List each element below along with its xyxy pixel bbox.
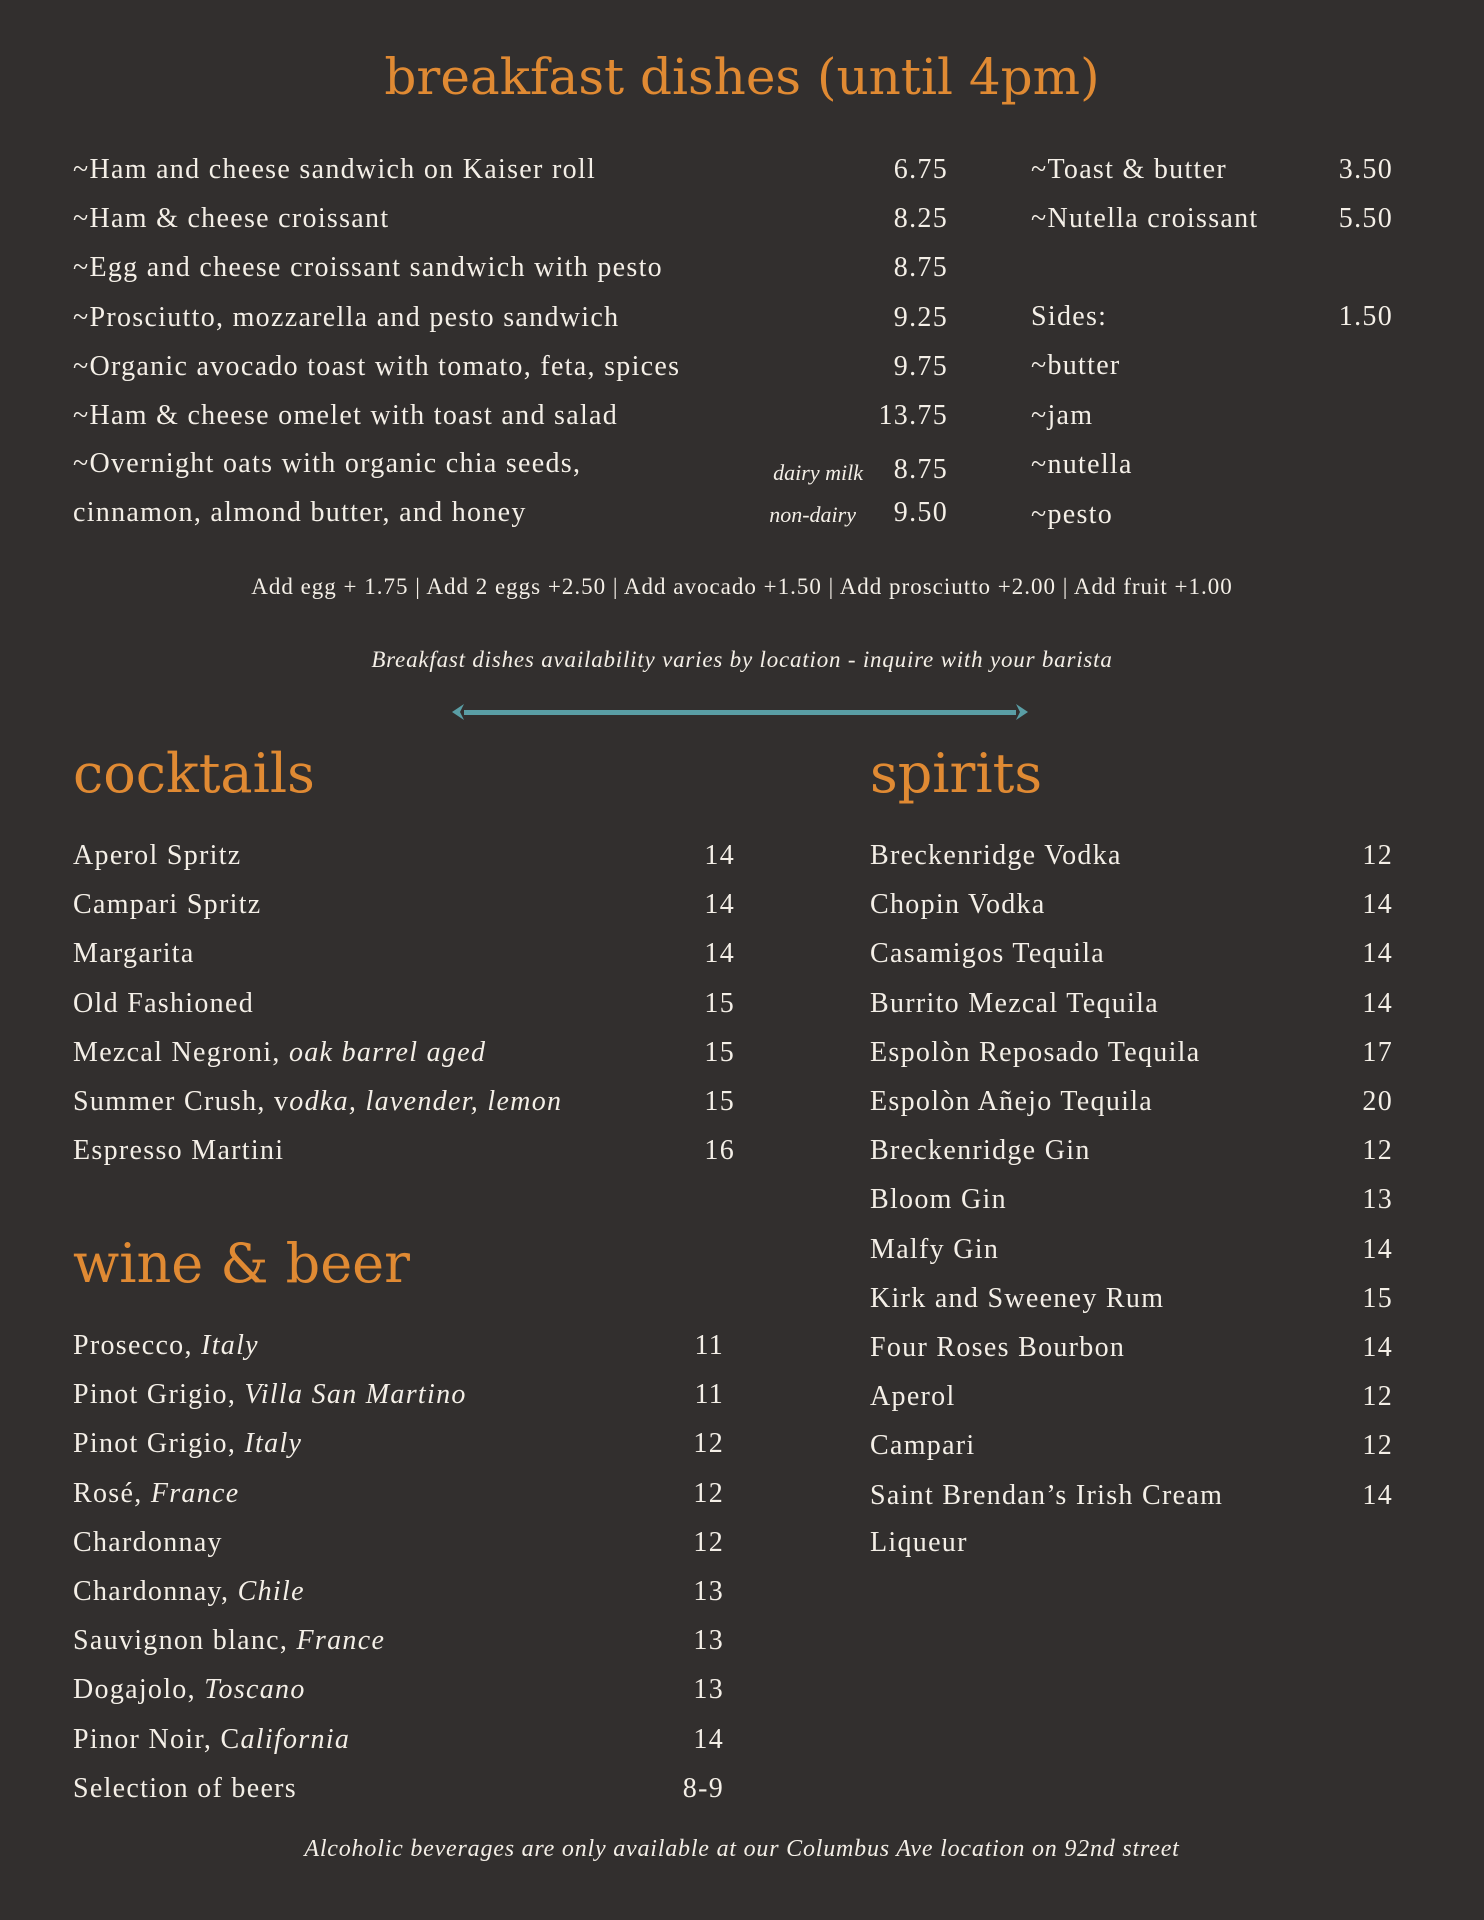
spirit-item (870, 1381, 1393, 1425)
footer-note: Alcoholic beverages are only available at our Columbus Ave location on 92nd street (304, 1836, 1180, 1862)
item-name-text: ~Ham and cheese sandwich on Kaiser roll (73, 154, 597, 185)
wine-item (73, 1674, 724, 1718)
item-price: 12 (1362, 1430, 1393, 1462)
wine-item (73, 1724, 724, 1768)
cocktail-item (73, 988, 735, 1032)
oats-description: cinnamon, almond butter, and honey (73, 497, 527, 528)
item-name (73, 938, 195, 970)
wine-item (73, 1773, 724, 1817)
item-price: 9.75 (893, 350, 948, 382)
item-name-text: ~Nutella croissant (1031, 203, 1259, 235)
item-price: 13 (693, 1576, 724, 1607)
item-name (73, 1086, 562, 1118)
item-name-text: Old Fashioned (73, 987, 255, 1019)
item-name-text: Chopin Vodka (870, 889, 1046, 921)
item-description: alifornia (240, 1723, 351, 1755)
item-price: 8.75 (893, 252, 948, 284)
item-price: 15 (704, 1086, 735, 1117)
wine-beer-title: wine & beer (73, 1232, 410, 1295)
item-price: 3.50 (1338, 154, 1393, 185)
item-name-text: Campari Spritz (73, 889, 262, 921)
item-description: France (296, 1625, 386, 1657)
side-option-name: ~butter (1031, 350, 1121, 381)
wine-item (73, 1330, 724, 1374)
item-name-text: ~Egg and cheese croissant sandwich with pesto (73, 252, 663, 284)
item-price: 15 (1362, 1282, 1393, 1314)
item-name-text: ~Ham & cheese omelet with toast and salad (73, 400, 619, 431)
item-name (73, 1330, 259, 1362)
item-price: 11 (694, 1330, 724, 1361)
item-name (870, 1234, 999, 1266)
side-option-name: ~pesto (1031, 498, 1114, 530)
oats-line-1 (73, 448, 653, 492)
cocktail-item (73, 1086, 735, 1130)
item-price: 17 (1362, 1036, 1393, 1068)
wine-item (73, 1428, 724, 1472)
spirit-item (870, 1135, 1393, 1179)
wine-item (73, 1478, 724, 1522)
cocktail-item (73, 1135, 735, 1179)
item-name-text: Kirk and Sweeney Rum (870, 1282, 1165, 1314)
item-name-text: Mezcal Negroni, (73, 1036, 289, 1068)
item-price: 12 (1362, 1135, 1393, 1167)
item-description: Villa San Martino (244, 1379, 467, 1411)
item-name-text: Espolòn Añejo Tequila (870, 1086, 1154, 1117)
breakfast-title: breakfast dishes (until 4pm) (384, 48, 1100, 106)
item-name-text: Espresso Martini (73, 1135, 285, 1167)
item-name (73, 1135, 284, 1167)
item-name-text: Saint Brendan’s Irish Cream (870, 1479, 1224, 1511)
item-name-text: Pinot Grigio, (73, 1379, 245, 1411)
item-name-text: Malfy Gin (870, 1233, 1000, 1265)
item-name (870, 840, 1122, 872)
item-name-text: Aperol Spritz (73, 840, 242, 871)
item-name-text: Casamigos Tequila (870, 938, 1106, 970)
item-name (870, 1381, 956, 1413)
item-name (73, 1428, 302, 1460)
item-price: 12 (1362, 840, 1393, 871)
breakfast-item (73, 302, 948, 346)
oats-option-nondairy-label: non-dairy (769, 502, 856, 527)
addons-line: Add egg + 1.75 | Add 2 eggs +2.50 | Add avocado +1.50 | Add prosciutto +2.00 | Add fruit +1.00 (251, 574, 1233, 599)
item-name-text: ~Ham & cheese croissant (73, 203, 390, 235)
breakfast-item (73, 252, 948, 296)
item-name (73, 988, 254, 1020)
oats-price-dairy (870, 454, 948, 498)
item-price: 14 (1362, 987, 1393, 1019)
spirit-item (870, 1332, 1393, 1376)
item-name-text: Rosé, (73, 1477, 151, 1509)
item-name-text: ~Organic avocado toast with tomato, feta, spices (73, 350, 681, 382)
item-name-text: ~Toast & butter (1031, 154, 1227, 185)
item-name (73, 154, 596, 186)
item-price: 11 (694, 1379, 724, 1411)
item-name-text: Burrito Mezcal Tequila (870, 987, 1159, 1019)
item-name-text: Pinor Noir, C (73, 1723, 241, 1755)
cocktail-item (73, 1037, 735, 1081)
item-price: 8-9 (682, 1772, 724, 1804)
item-price: 13 (693, 1625, 724, 1657)
item-price: 12 (693, 1428, 724, 1460)
item-name (1031, 203, 1259, 235)
item-name (73, 400, 618, 432)
oats-price-nondairy-value: 9.50 (893, 497, 948, 528)
item-name (73, 203, 389, 235)
item-price: 15 (704, 987, 735, 1019)
item-name (73, 1724, 350, 1756)
item-name-text: Selection of beers (73, 1772, 297, 1804)
oats-option-dairy-label: dairy milk (773, 460, 863, 485)
spirit-item (870, 1037, 1393, 1081)
item-name (870, 1283, 1164, 1315)
item-price: 20 (1362, 1086, 1393, 1117)
item-name (870, 1332, 1125, 1364)
oats-price-dairy-value: 8.75 (893, 454, 948, 485)
item-price: 15 (704, 1036, 735, 1068)
item-price: 14 (1362, 1479, 1393, 1511)
item-price: 13 (693, 1674, 724, 1706)
item-name (73, 252, 663, 284)
sides-price: 1.50 (1338, 301, 1393, 332)
spirits-wrap-line (870, 1527, 1393, 1571)
wine-item (73, 1625, 724, 1669)
item-price: 12 (1362, 1381, 1393, 1413)
item-description: Chile (237, 1576, 305, 1607)
item-price: 14 (693, 1723, 724, 1755)
breakfast-item (73, 351, 948, 395)
item-description: oak barrel aged (288, 1036, 487, 1068)
spirit-item (870, 1086, 1393, 1130)
item-price: 16 (704, 1135, 735, 1167)
item-price: 12 (693, 1526, 724, 1558)
item-price: 12 (693, 1477, 724, 1509)
spirit-item (870, 1184, 1393, 1228)
item-name-text: Prosecco, (73, 1330, 202, 1361)
item-name (73, 1576, 305, 1608)
item-name-text: Sauvignon blanc, (73, 1625, 297, 1657)
breakfast-side-item (1031, 203, 1393, 247)
item-price: 14 (704, 938, 735, 970)
item-price: 6.75 (893, 154, 948, 185)
spirits-title: spirits (870, 742, 1043, 805)
item-name (73, 302, 619, 334)
item-name-text: Aperol (870, 1381, 956, 1413)
spirit-item (870, 1283, 1393, 1327)
side-option (1031, 449, 1393, 493)
availability-note: Breakfast dishes availability varies by location - inquire with your barista (371, 647, 1113, 672)
item-name (870, 1037, 1200, 1069)
item-name (870, 889, 1046, 921)
item-name-text: Chardonnay (73, 1526, 223, 1558)
cocktail-item (73, 938, 735, 982)
item-name-text: Bloom Gin (870, 1184, 1007, 1216)
item-name-text: Espolòn Reposado Tequila (870, 1036, 1201, 1068)
spirit-item (870, 1430, 1393, 1474)
wine-item (73, 1527, 724, 1571)
spirit-item (870, 1480, 1393, 1524)
item-name (73, 1037, 486, 1069)
item-name (73, 1674, 306, 1706)
spirit-item (870, 840, 1393, 884)
item-name (73, 840, 242, 872)
item-name (1031, 154, 1227, 186)
item-price: 9.25 (893, 301, 948, 333)
item-price: 14 (704, 840, 735, 871)
breakfast-item (73, 154, 948, 198)
item-price: 13.75 (878, 400, 948, 431)
breakfast-item (73, 400, 948, 444)
oats-name: ~Overnight oats with organic chia seeds, (73, 448, 582, 479)
item-price: 14 (1362, 938, 1393, 970)
item-name-text: Dogajolo, (73, 1674, 205, 1706)
spirit-item (870, 988, 1393, 1032)
item-name (73, 1379, 467, 1411)
cocktail-item (73, 889, 735, 933)
sides-label: Sides: (1031, 301, 1108, 332)
item-name-text: Four Roses Bourbon (870, 1332, 1126, 1363)
item-price: 14 (1362, 1332, 1393, 1363)
item-name-text: Summer Crush, v (73, 1086, 290, 1117)
spirits-wrap-text: Liqueur (870, 1527, 968, 1558)
item-description: Italy (201, 1330, 259, 1361)
item-price: 5.50 (1338, 203, 1393, 235)
item-name (870, 988, 1159, 1020)
item-description: odka, lavender, lemon (289, 1086, 563, 1117)
item-name-text: Pinot Grigio, (73, 1428, 245, 1460)
item-price: 14 (704, 889, 735, 921)
side-option (1031, 400, 1393, 444)
spirit-item (870, 889, 1393, 933)
side-option-name: ~jam (1031, 399, 1094, 431)
item-price: 8.25 (893, 203, 948, 235)
item-description: Toscano (204, 1674, 306, 1706)
spirit-item (870, 1234, 1393, 1278)
item-name (870, 1480, 1223, 1512)
item-name-text: Chardonnay, (73, 1576, 238, 1607)
breakfast-item (73, 203, 948, 247)
item-name (73, 1527, 223, 1559)
item-name-text: Campari (870, 1430, 976, 1462)
item-name-text: Breckenridge Vodka (870, 840, 1122, 871)
item-name (73, 1773, 297, 1805)
item-price: 13 (1362, 1184, 1393, 1216)
cocktail-item (73, 840, 735, 884)
wine-item (73, 1379, 724, 1423)
side-option-name: ~nutella (1031, 449, 1133, 480)
sides-header (1031, 301, 1393, 345)
item-description: Italy (244, 1428, 303, 1460)
item-name (870, 1184, 1007, 1216)
item-description: France (150, 1477, 240, 1509)
item-name (73, 889, 262, 921)
side-option (1031, 499, 1393, 543)
cocktails-title: cocktails (73, 742, 315, 805)
item-name (73, 1625, 385, 1657)
item-name (870, 938, 1105, 970)
item-name (870, 1135, 1091, 1167)
item-price: 14 (1362, 889, 1393, 921)
item-name-text: Margarita (73, 938, 195, 970)
oats-price-nondairy (870, 497, 948, 541)
item-name (73, 1478, 239, 1510)
oats-line-2 (73, 497, 653, 541)
wine-item (73, 1576, 724, 1620)
side-option (1031, 350, 1393, 394)
item-name (73, 351, 680, 383)
breakfast-side-item (1031, 154, 1393, 198)
item-name (870, 1430, 976, 1462)
section-divider (450, 700, 1030, 724)
item-name-text: Breckenridge Gin (870, 1135, 1091, 1167)
item-name-text: ~Prosciutto, mozzarella and pesto sandwich (73, 301, 620, 333)
item-price: 14 (1362, 1233, 1393, 1265)
spirit-item (870, 938, 1393, 982)
item-name (870, 1086, 1153, 1118)
